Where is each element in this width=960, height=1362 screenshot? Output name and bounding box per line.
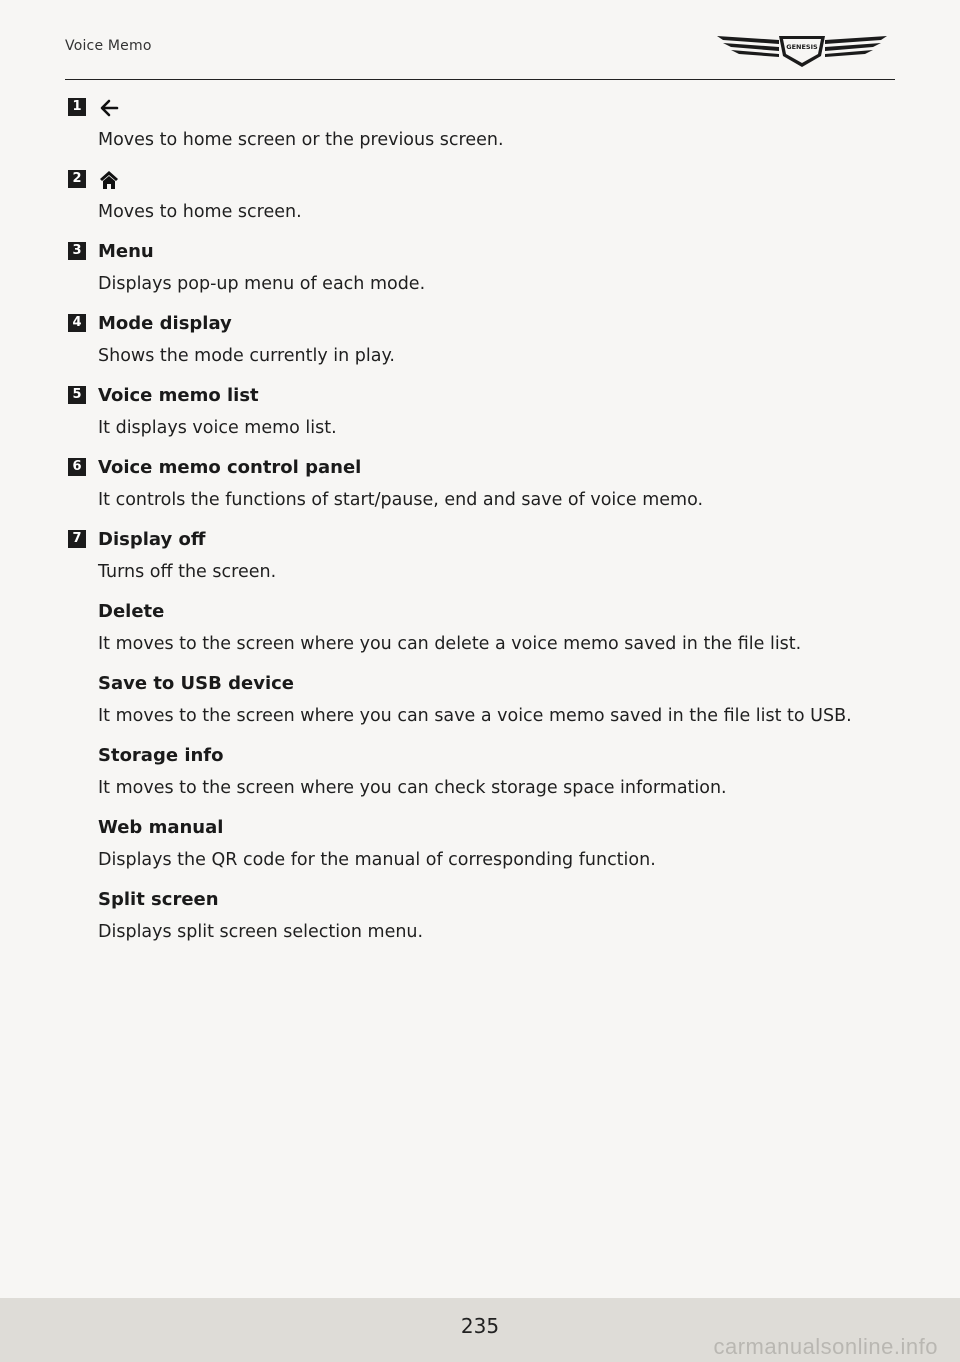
list-item: [68, 383, 898, 441]
page-footer: [0, 1298, 960, 1362]
list-item: [68, 95, 898, 153]
back-arrow-icon: [98, 97, 120, 119]
list-item: [68, 455, 898, 513]
sub-item-title: Storage info: [98, 745, 224, 766]
sub-item-description: Displays the QR code for the manual of corresponding function.: [98, 850, 656, 870]
item-number-badge: 6: [68, 458, 86, 476]
item-description: It controls the functions of start/pause, end and save of voice memo.: [98, 490, 704, 510]
sub-item-description: It moves to the screen where you can save a voice memo saved in the file list to USB.: [98, 706, 852, 726]
svg-text:GENESIS: GENESIS: [786, 43, 818, 51]
item-title: Menu: [98, 241, 154, 262]
list-item: [68, 167, 898, 225]
item-number-badge: 7: [68, 530, 86, 548]
item-number-badge: 3: [68, 242, 86, 260]
item-description: Moves to home screen.: [98, 202, 302, 222]
sub-item-web-manual: [68, 815, 898, 873]
sub-item-description: It moves to the screen where you can delete a voice memo saved in the file list.: [98, 634, 802, 654]
list-item: [68, 311, 898, 369]
item-description: Shows the mode currently in play.: [98, 346, 395, 366]
sub-item-title: Save to USB device: [98, 673, 294, 694]
item-description: Displays pop-up menu of each mode.: [98, 274, 426, 294]
page-number: 235: [460, 1314, 500, 1338]
item-title: Mode display: [98, 313, 232, 334]
item-description: Moves to home screen or the previous screen.: [98, 130, 504, 150]
list-item: [68, 239, 898, 297]
watermark: carmanualsonline.info: [713, 1334, 938, 1359]
item-description: Turns off the screen.: [98, 562, 277, 582]
sub-item-description: It moves to the screen where you can check storage space information.: [98, 778, 727, 798]
item-number-badge: 5: [68, 386, 86, 404]
item-title: [98, 95, 898, 121]
manual-content: [68, 95, 898, 959]
home-icon: [98, 169, 120, 191]
genesis-logo: [717, 30, 887, 70]
item-title: [98, 167, 898, 193]
item-number-badge: 1: [68, 98, 86, 116]
sub-item-title: Delete: [98, 601, 165, 622]
item-description: It displays voice memo list.: [98, 418, 337, 438]
sub-item-save-usb: [68, 671, 898, 729]
item-number-badge: 2: [68, 170, 86, 188]
item-number-badge: 4: [68, 314, 86, 332]
page-header: [65, 0, 895, 80]
item-title: Voice memo list: [98, 385, 259, 406]
item-title: Voice memo control panel: [98, 457, 362, 478]
list-item: [68, 527, 898, 585]
sub-item-description: Displays split screen selection menu.: [98, 922, 424, 942]
section-title: Voice Memo: [65, 38, 152, 54]
sub-item-storage-info: [68, 743, 898, 801]
sub-item-delete: [68, 599, 898, 657]
sub-item-title: Web manual: [98, 817, 224, 838]
item-title: Display off: [98, 529, 206, 550]
sub-item-title: Split screen: [98, 889, 219, 910]
sub-item-split-screen: [68, 887, 898, 945]
